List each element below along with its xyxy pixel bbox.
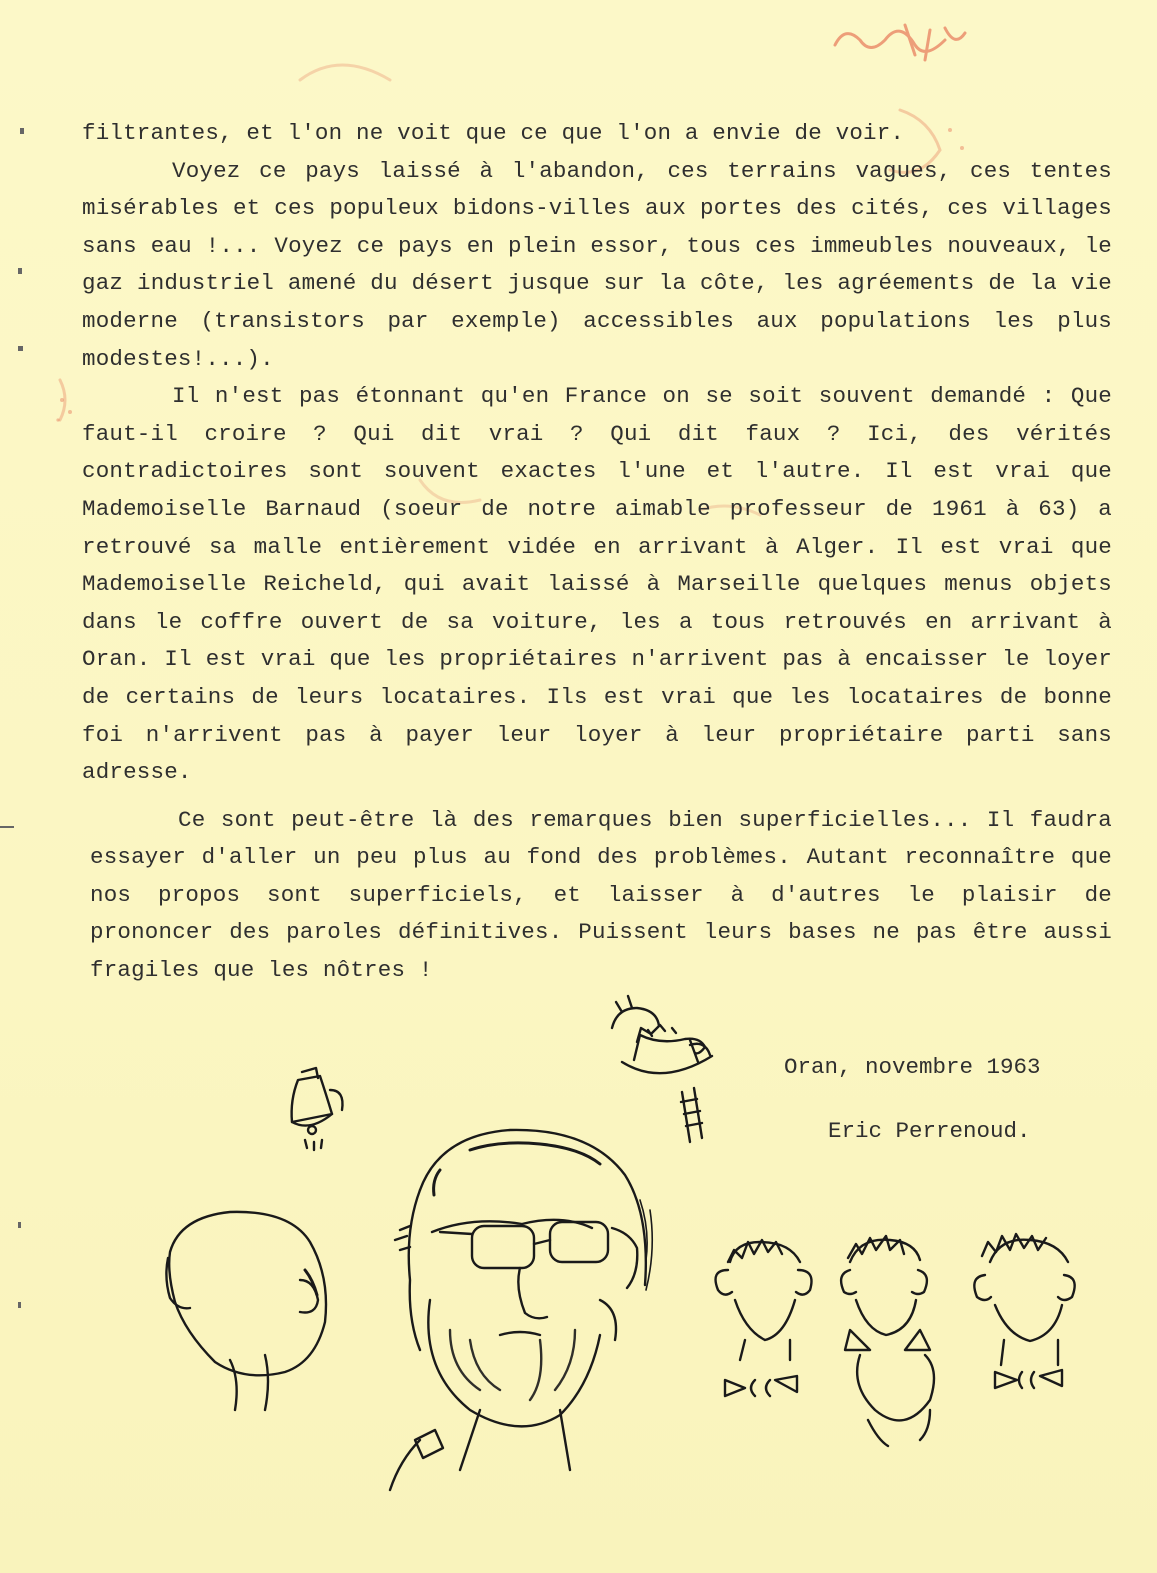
bell-icon (292, 1068, 343, 1150)
bearded-man-portrait (390, 1130, 652, 1490)
boy-head-sketch (716, 1240, 812, 1396)
bald-head-sketch (166, 1212, 326, 1410)
boy-head-sketch (841, 1236, 934, 1446)
place-date: Oran, novembre 1963 (784, 1054, 1041, 1080)
boy-head-sketch (974, 1234, 1074, 1388)
signature: Eric Perrenoud. (828, 1118, 1031, 1144)
rocking-horse-icon (612, 996, 712, 1073)
paragraph-2: Voyez ce pays laissé à l'abandon, ces terrains vagues, ces tentes misérables et ces populeux bidons-villes aux portes des cités, ces villages sans eau !... Voyez ce pays en plein essor, tous ces immeubles nouveaux, le gaz industriel amené du désert jusque sur la côte, les agréements de la vie moderne (transistors par exemple) accessibles aux populations les plus modestes!...). (82, 157, 1112, 372)
paragraph-3: Il n'est pas étonnant qu'en France on se soit souvent demandé : Que faut-il croire ? Qui dit vrai ? Qui dit faux ? Ici, des vérités contradictoires sont souvent exactes l'une et l'autre. Il est vrai que Mademoiselle Barnaud (soeur de notre aimable professeur de 1961 à 63) a retrouvé sa malle entièrement vidée en arrivant à Alger. Il est vrai que Mademoiselle Reicheld, qui avait laissé à Marseille quelques menus objets dans le coffre ouvert de sa voiture, les a tous retrouvés en arrivant à Oran. Il est vrai que les propriétaires n'arrivent pas à encaisser le loyer de certains de leurs locataires. Ils est vrai que les locataires de bonne foi n'arrivent pas à payer leur loyer à leur propriétaire parti sans adresse. (82, 383, 1112, 786)
paragraph-1: filtrantes, et l'on ne voit que ce que l'on a envie de voir. (82, 120, 905, 146)
paragraph-4: Ce sont peut-être là des remarques bien superficielles... Il faudra essayer d'aller un peu plus au fond des problèmes. Autant reconnaître que nos propos sont superficiels, et laisser à d'autres le plaisir de prononcer des paroles définitives. Puissent leurs bases ne pas être aussi fragiles que les nôtres ! (90, 806, 1112, 984)
ladder-icon (681, 1088, 702, 1142)
